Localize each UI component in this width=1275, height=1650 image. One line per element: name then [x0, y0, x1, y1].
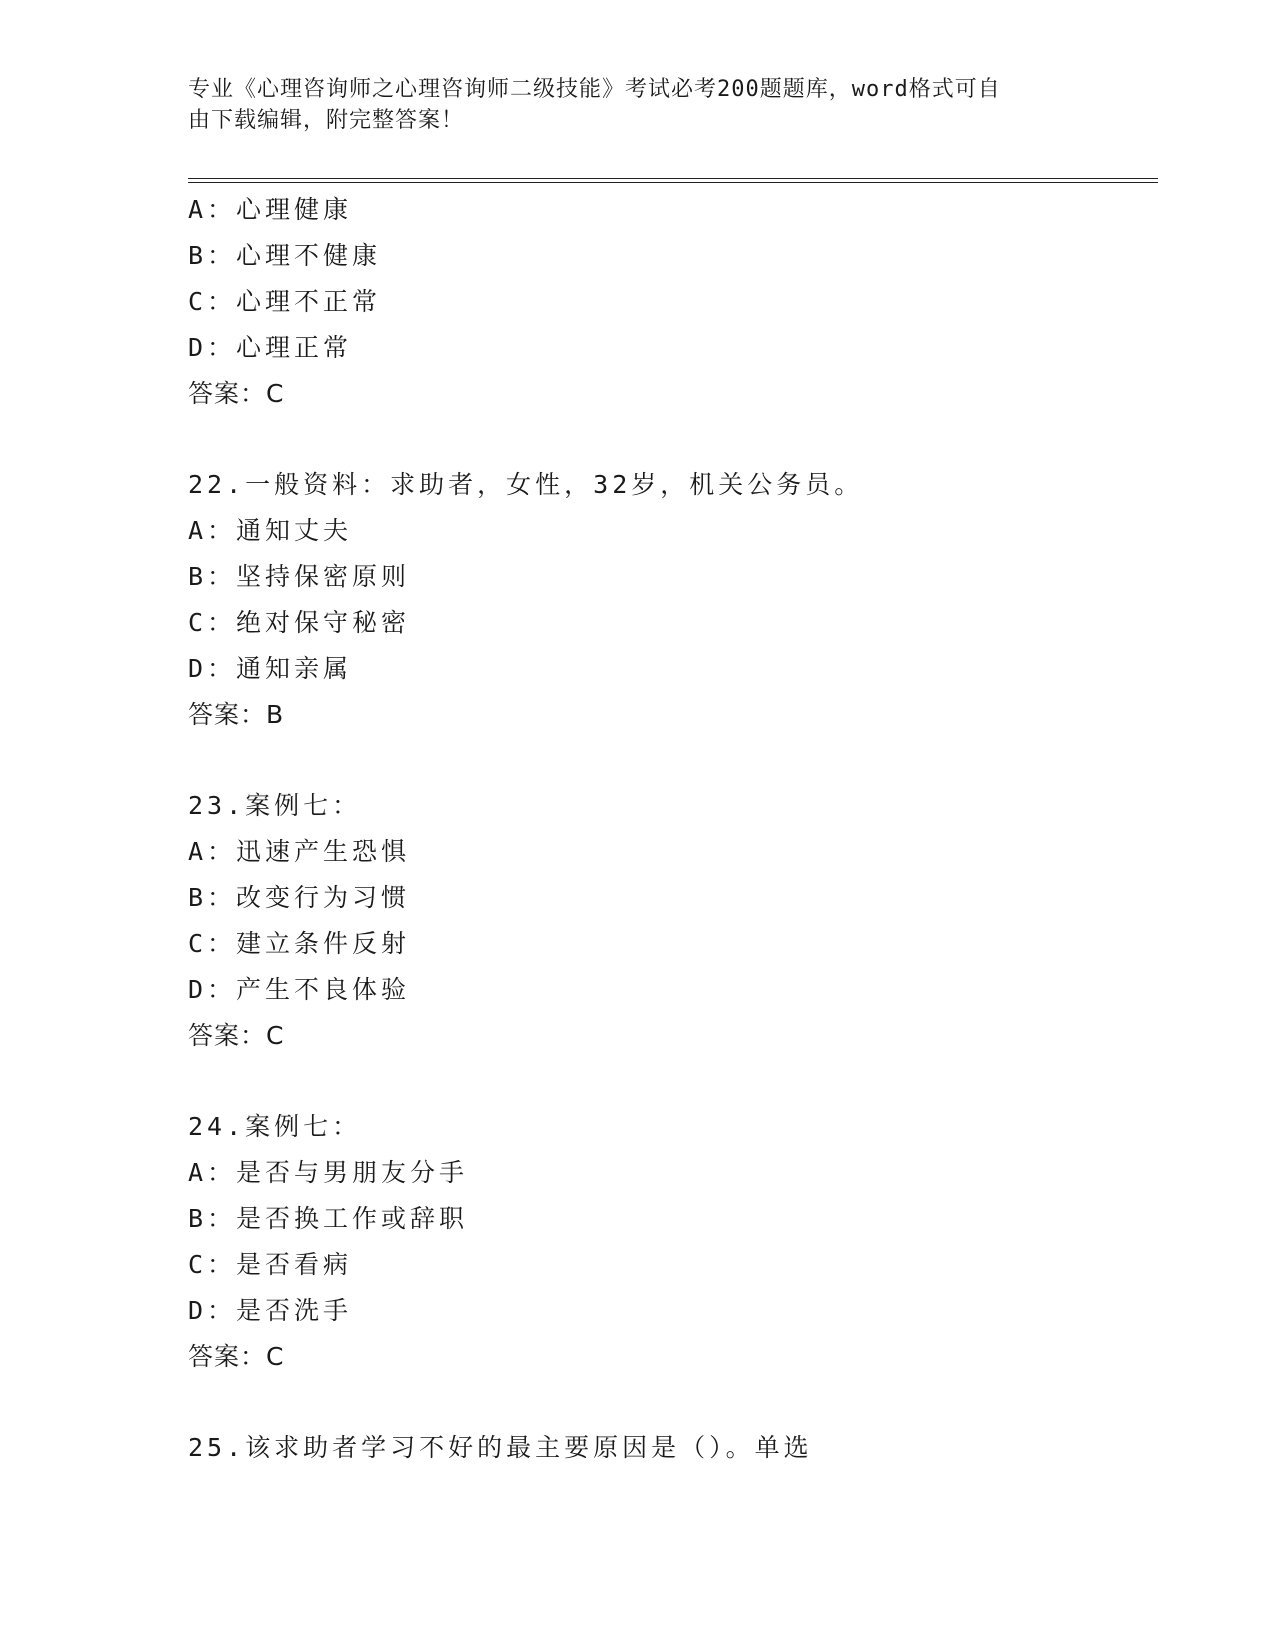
question-21: [188, 187, 1148, 417]
option-b: B：心理不健康: [188, 241, 382, 270]
option-a: A：通知丈夫: [188, 516, 353, 545]
answer-line: 答案：B: [188, 700, 285, 729]
question-24: [188, 1104, 1148, 1380]
question-22: [188, 462, 1148, 738]
header-line-2: 由下载编辑，附完整答案！: [188, 108, 465, 133]
question-stem: 23.案例七：: [188, 791, 362, 820]
answer-line: 答案：C: [188, 379, 285, 408]
question-23: [188, 783, 1148, 1059]
answer-line: 答案：C: [188, 1021, 285, 1050]
question-25: [188, 1425, 1148, 1471]
answer-line: 答案：C: [188, 1342, 285, 1371]
question-stem: 22.一般资料：求助者，女性，32岁，机关公务员。: [188, 470, 864, 499]
option-c: C：是否看病: [188, 1250, 353, 1279]
question-stem: 24.案例七：: [188, 1112, 362, 1141]
option-b: B：是否换工作或辞职: [188, 1204, 469, 1233]
header-divider: [188, 178, 1158, 183]
option-d: D：通知亲属: [188, 654, 353, 683]
option-d: D：心理正常: [188, 333, 353, 362]
question-stem: 25.该求助者学习不好的最主要原因是（）。单选: [188, 1433, 813, 1462]
option-a: A：迅速产生恐惧: [188, 837, 411, 866]
option-d: D：产生不良体验: [188, 975, 411, 1004]
header-line-1: 专业《心理咨询师之心理咨询师二级技能》考试必考200题题库，word格式可自: [188, 77, 1001, 102]
option-a: A：心理健康: [188, 195, 353, 224]
option-b: B：改变行为习惯: [188, 883, 411, 912]
document-header: [188, 74, 1088, 136]
option-b: B：坚持保密原则: [188, 562, 411, 591]
option-c: C：心理不正常: [188, 287, 382, 316]
option-d: D：是否洗手: [188, 1296, 353, 1325]
option-c: C：绝对保守秘密: [188, 608, 411, 637]
question-list: [188, 187, 1148, 1471]
option-c: C：建立条件反射: [188, 929, 411, 958]
option-a: A：是否与男朋友分手: [188, 1158, 469, 1187]
